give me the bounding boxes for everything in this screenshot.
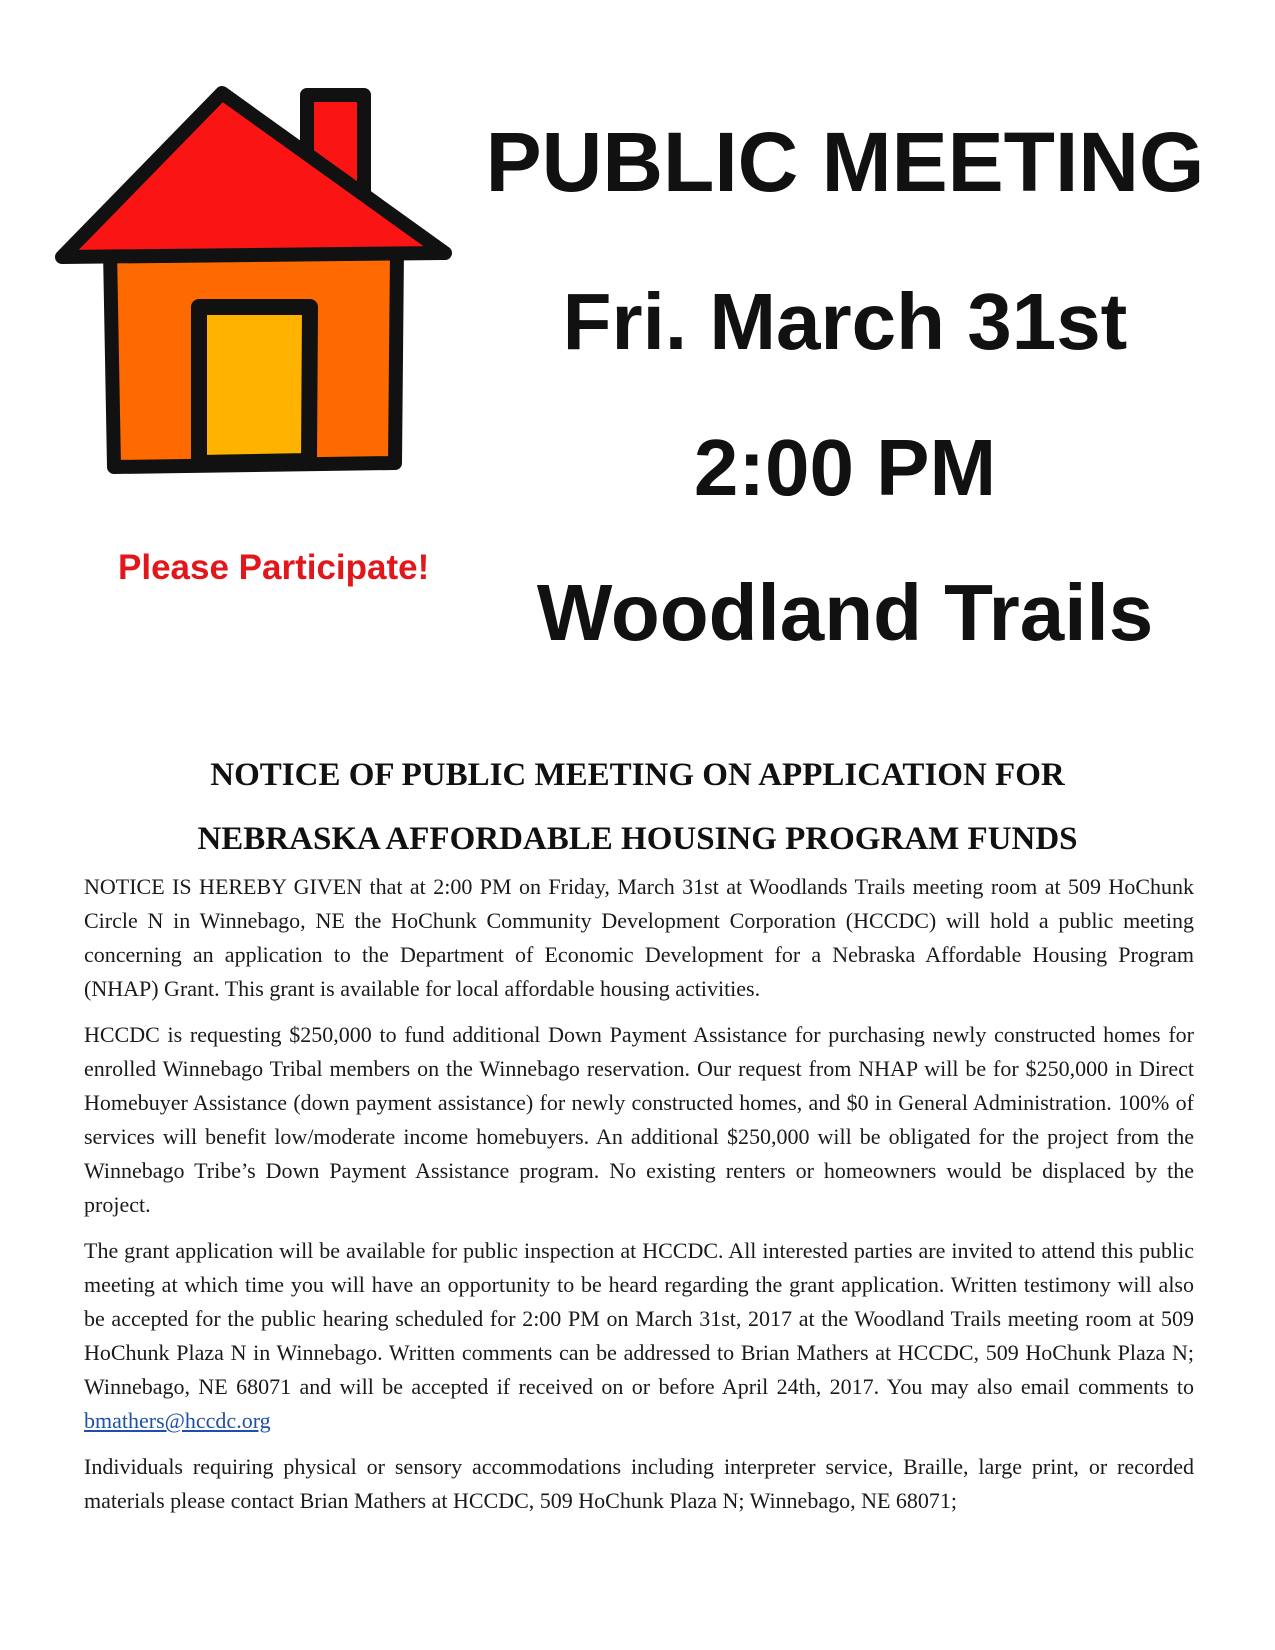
notice-paragraph-3-text: The grant application will be available for public inspection at HCCDC. All interested parties are invited to attend this public meeting at which time you will have an opportunity to be heard regarding the grant application. Written testimony will also be accepted for the public hearing scheduled for 2:00 PM on March 31st, 2017 at the Woodland Trails meeting room at 509 HoChunk Plaza N in Winnebago. Written comments can be addressed to Brian Mathers at HCCDC, 509 HoChunk Plaza N; Winnebago, NE 68071 and will be accepted if received on or before April 24th, 2017. You may also email comments to (84, 1238, 1194, 1399)
email-link[interactable]: bmathers@hccdc.org (84, 1408, 271, 1433)
headline-time: 2:00 PM (693, 423, 997, 512)
notice-title-line-1: NOTICE OF PUBLIC MEETING ON APPLICATION FOR (210, 757, 1065, 793)
notice-title-line-2: NEBRASKA AFFORDABLE HOUSING PROGRAM FUNDS (197, 821, 1078, 857)
notice-paragraph-2: HCCDC is requesting $250,000 to fund additional Down Payment Assistance for purchasing newly constructed homes for enrolled Winnebago Tribal members on the Winnebago reservation. Our request from NHAP will be for $250,000 in Direct Homebuyer Assistance (down payment assistance) for newly constructed homes, and $0 in General Administration. 100% of services will benefit low/moderate income homebuyers. An additional $250,000 will be obligated for the project from the Winnebago Tribe’s Down Payment Assistance program. No existing renters or homeowners would be displaced by the project. (84, 1022, 1194, 1217)
please-participate-tagline: Please Participate! (118, 548, 430, 587)
notice-paragraph-1: NOTICE IS HEREBY GIVEN that at 2:00 PM on Friday, March 31st at Woodlands Trails meeting room at 509 HoChunk Circle N in Winnebago, NE the HoChunk Community Development Corporation (HCCDC) will hold a public meeting concerning an application to the Department of Economic Development for a Nebraska Affordable Housing Program (NHAP) Grant. This grant is available for local affordable housing activities. (84, 874, 1194, 1001)
headline-location: Woodland Trails (536, 568, 1154, 657)
notice-body (84, 870, 1194, 1530)
house-icon (52, 85, 472, 505)
headline-date: Fri. March 31st (562, 277, 1128, 366)
notice-title (60, 743, 1215, 871)
headline-title: PUBLIC MEETING (485, 115, 1205, 209)
notice-paragraph-4: Individuals requiring physical or sensory accommodations including interpreter service, Braille, large print, or recorded materials please contact Brian Mathers at HCCDC, 509 HoChunk Plaza N; Winnebago, NE 68071; (84, 1454, 1194, 1513)
notice-paragraph-3 (84, 1234, 1194, 1438)
